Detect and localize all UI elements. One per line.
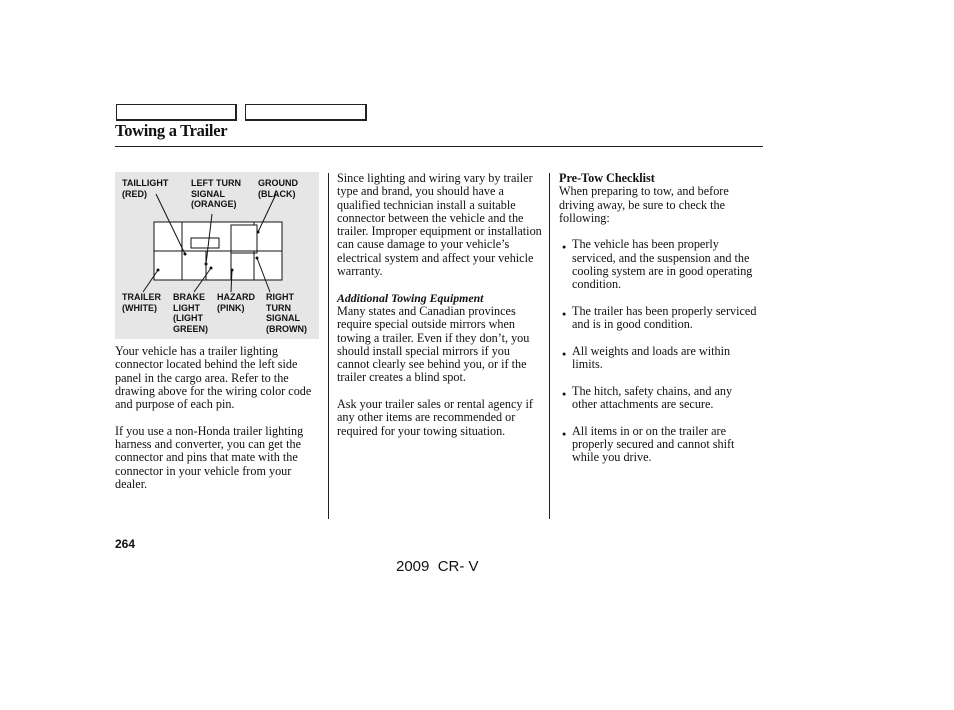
label-ground: GROUND (BLACK) xyxy=(258,178,298,199)
checklist-intro: When preparing to tow, and before driving away, be sure to check the following: xyxy=(559,184,729,225)
label-hazard: HAZARD (PINK) xyxy=(217,292,255,313)
label-taillight: TAILLIGHT (RED) xyxy=(122,178,169,199)
page-number: 264 xyxy=(115,537,136,551)
column-2 xyxy=(337,172,543,451)
bullet-icon: ● xyxy=(562,389,567,398)
col2-paragraph-1: Since lighting and wiring vary by trailer type and brand, you should have a qualified technician install a suitable connector between the vehicle and the trailer. Improper equipment or installation can cause damage to your vehicle’s electrical system and affect your vehicle warranty. xyxy=(337,171,542,279)
col1-paragraph-2: If you use a non-Honda trailer lighting harness and converter, you can get the connector and pins that mate with the connector in your vehicle from your dealer. xyxy=(115,423,304,491)
checklist-item xyxy=(559,345,759,372)
title-divider xyxy=(115,146,763,147)
col1-paragraph-1: Your vehicle has a trailer lighting connector located behind the left side panel in the cargo area. Refer to the drawing above for the wiring color code and purpose of each pin. xyxy=(115,344,312,412)
checklist-item xyxy=(559,238,759,291)
col2-subheading: Additional Towing Equipment xyxy=(337,290,484,305)
page-title: Towing a Trailer xyxy=(115,121,228,140)
connector-diagram xyxy=(115,172,319,339)
label-brake-light: BRAKE LIGHT (LIGHT GREEN) xyxy=(173,292,209,334)
bullet-icon: ● xyxy=(562,309,567,318)
label-left-turn-signal: LEFT TURN SIGNAL (ORANGE) xyxy=(191,178,241,209)
nav-next-button[interactable] xyxy=(245,104,367,121)
column-divider-1 xyxy=(328,173,329,519)
checklist xyxy=(559,238,759,464)
checklist-item-text: All items in or on the trailer are properly secured and cannot shift while you drive. xyxy=(572,423,735,465)
column-1 xyxy=(115,345,320,505)
col2-paragraph-3: Ask your trailer sales or rental agency if any other items are recommended or required for your towing situation. xyxy=(337,397,533,438)
bullet-icon: ● xyxy=(562,243,567,252)
bullet-icon: ● xyxy=(562,349,567,358)
checklist-item-text: The vehicle has been properly serviced, and the suspension and the cooling system are in good operating condition. xyxy=(572,237,753,292)
nav-prev-button[interactable] xyxy=(116,104,237,121)
column-divider-2 xyxy=(549,173,550,519)
bullet-icon: ● xyxy=(562,429,567,438)
checklist-item xyxy=(559,305,759,332)
checklist-item-text: All weights and loads are within limits. xyxy=(572,343,731,372)
checklist-heading: Pre-Tow Checklist xyxy=(559,171,655,185)
label-right-turn-signal: RIGHT TURN SIGNAL (BROWN) xyxy=(266,292,307,334)
checklist-item xyxy=(559,385,759,412)
footer-model: 2009 CR- V xyxy=(396,558,479,575)
col2-paragraph-2: Many states and Canadian provinces require special outside mirrors when towing a trailer. Even if they don’t, you should install special mirrors if you cannot clearly see behind you, or if the trailer creates a blind spot. xyxy=(337,303,530,385)
checklist-item-text: The hitch, safety chains, and any other attachments are secure. xyxy=(572,383,733,412)
column-3 xyxy=(559,172,759,478)
checklist-item xyxy=(559,425,759,465)
label-trailer: TRAILER (WHITE) xyxy=(122,292,161,313)
checklist-item-text: The trailer has been properly serviced and is in good condition. xyxy=(572,303,757,332)
